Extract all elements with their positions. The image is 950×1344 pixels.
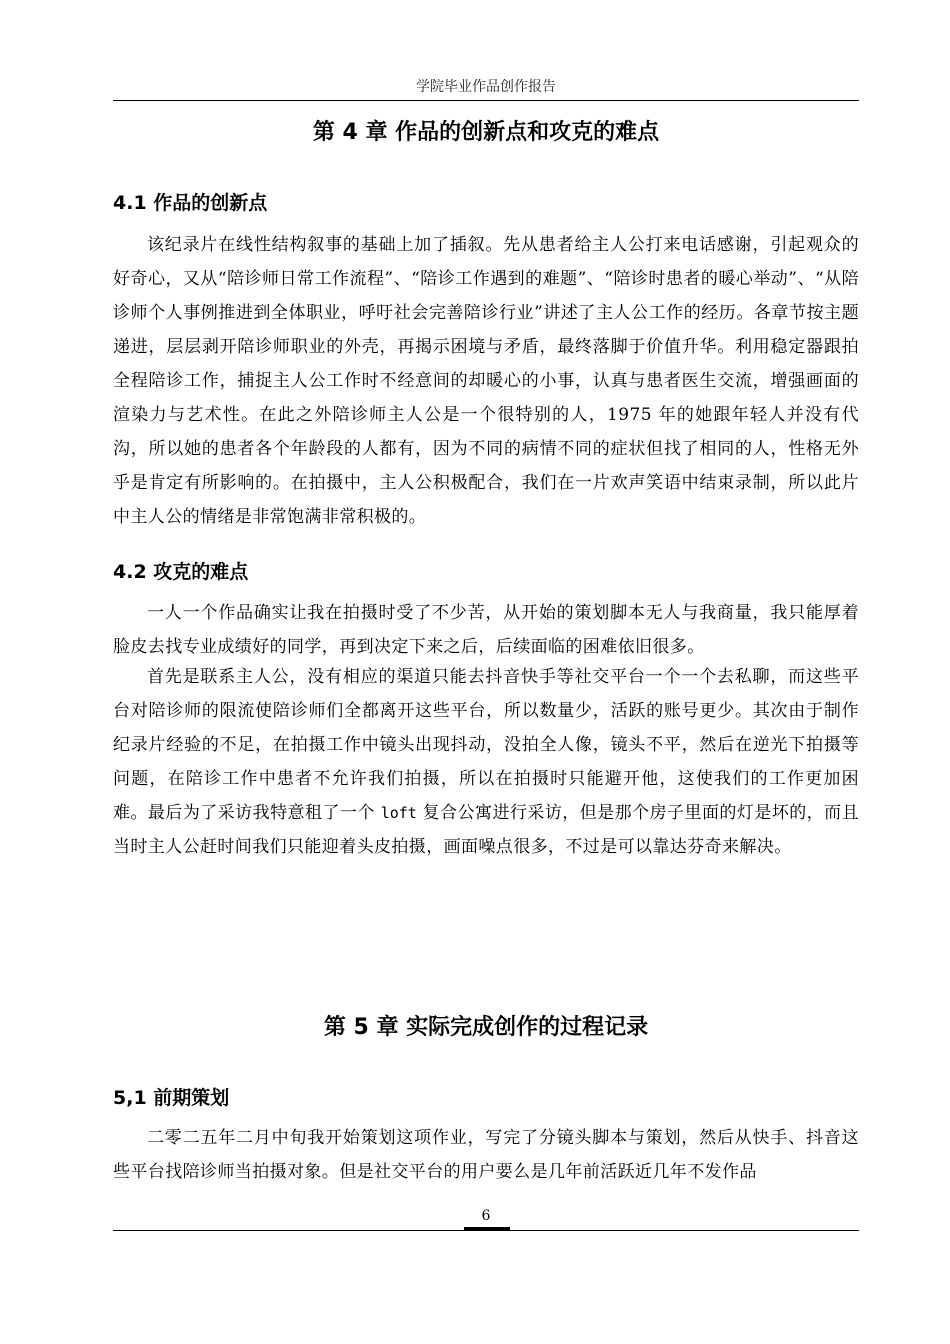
section-4-2-title: 4.2 攻克的难点	[113, 561, 249, 583]
section-4-2-paragraph-2	[113, 660, 859, 864]
footer-rule	[113, 1230, 859, 1231]
section-5-1-paragraph: 二零二五年二月中旬我开始策划这项作业，写完了分镜头脚本与策划，然后从快手、抖音这些平台找陪诊师当拍摄对象。但是社交平台的用户要么是几年前活跃近几年不发作品	[113, 1128, 859, 1182]
section-5-1-title: 5,1 前期策划	[113, 1087, 230, 1109]
chapter-5-title: 第 5 章 实际完成创作的过程记录	[323, 1015, 649, 1040]
running-header: 学院毕业作品创作报告	[416, 79, 556, 95]
paragraph-text-after: 复合公寓进行采访，但是那个房子里面的灯是坏的，而且当时主人公赶时间我们只能迎着头皮拍摄，画面噪点很多，不过是可以靠达芬奇来解决。	[113, 803, 859, 857]
chapter-4-title: 第 4 章 作品的创新点和攻克的难点	[312, 120, 660, 145]
footer-rule-accent	[464, 1227, 510, 1230]
paragraph-text-before: 首先是联系主人公，没有相应的渠道只能去抖音快手等社交平台一个一个去私聊，而这些平台对陪诊师的限流使陪诊师们全都离开这些平台，所以数量少，活跃的账号更少。其次由于制作纪录片经验的不足，在拍摄工作中镜头出现抖动，没拍全人像，镜头不平，然后在逆光下拍摄等问题，在陪诊工作中患者不允许我们拍摄，所以在拍摄时只能避开他，这使我们的工作更加困难。最后为了采访我特意租了一个	[113, 667, 859, 823]
section-4-1-title: 4.1 作品的创新点	[113, 192, 268, 214]
inline-code-term: loft	[380, 804, 417, 822]
header-rule	[113, 100, 859, 101]
section-4-1-paragraph: 该纪录片在线性结构叙事的基础上加了插叙。先从患者给主人公打来电话感谢，引起观众的好奇心，又从“陪诊师日常工作流程”、“陪诊工作遇到的难题”、“陪诊时患者的暖心举动”、“从陪诊师个人事例推进到全体职业，呼吁社会完善陪诊行业”讲述了主人公工作的经历。各章节按主题递进，层层剥开陪诊师职业的外壳，再揭示困境与矛盾，最终落脚于价值升华。利用稳定器跟拍全程陪诊工作，捕捉主人公工作时不经意间的却暖心的小事，认真与患者医生交流，增强画面的渲染力与艺术性。在此之外陪诊师主人公是一个很特别的人，1975 年的她跟年轻人并没有代沟，所以她的患者各个年龄段的人都有，因为不同的病情不同的症状但找了相同的人，性格无外乎是肯定有所影响的。在拍摄中，主人公积极配合，我们在一片欢声笑语中结束录制，所以此片中主人公的情绪是非常饱满非常积极的。	[113, 235, 859, 527]
page-number: 6	[481, 1208, 491, 1224]
section-4-2-paragraph-1: 一人一个作品确实让我在拍摄时受了不少苦，从开始的策划脚本无人与我商量，我只能厚着脸皮去找专业成绩好的同学，再到决定下来之后，后续面临的困难依旧很多。	[113, 603, 859, 657]
